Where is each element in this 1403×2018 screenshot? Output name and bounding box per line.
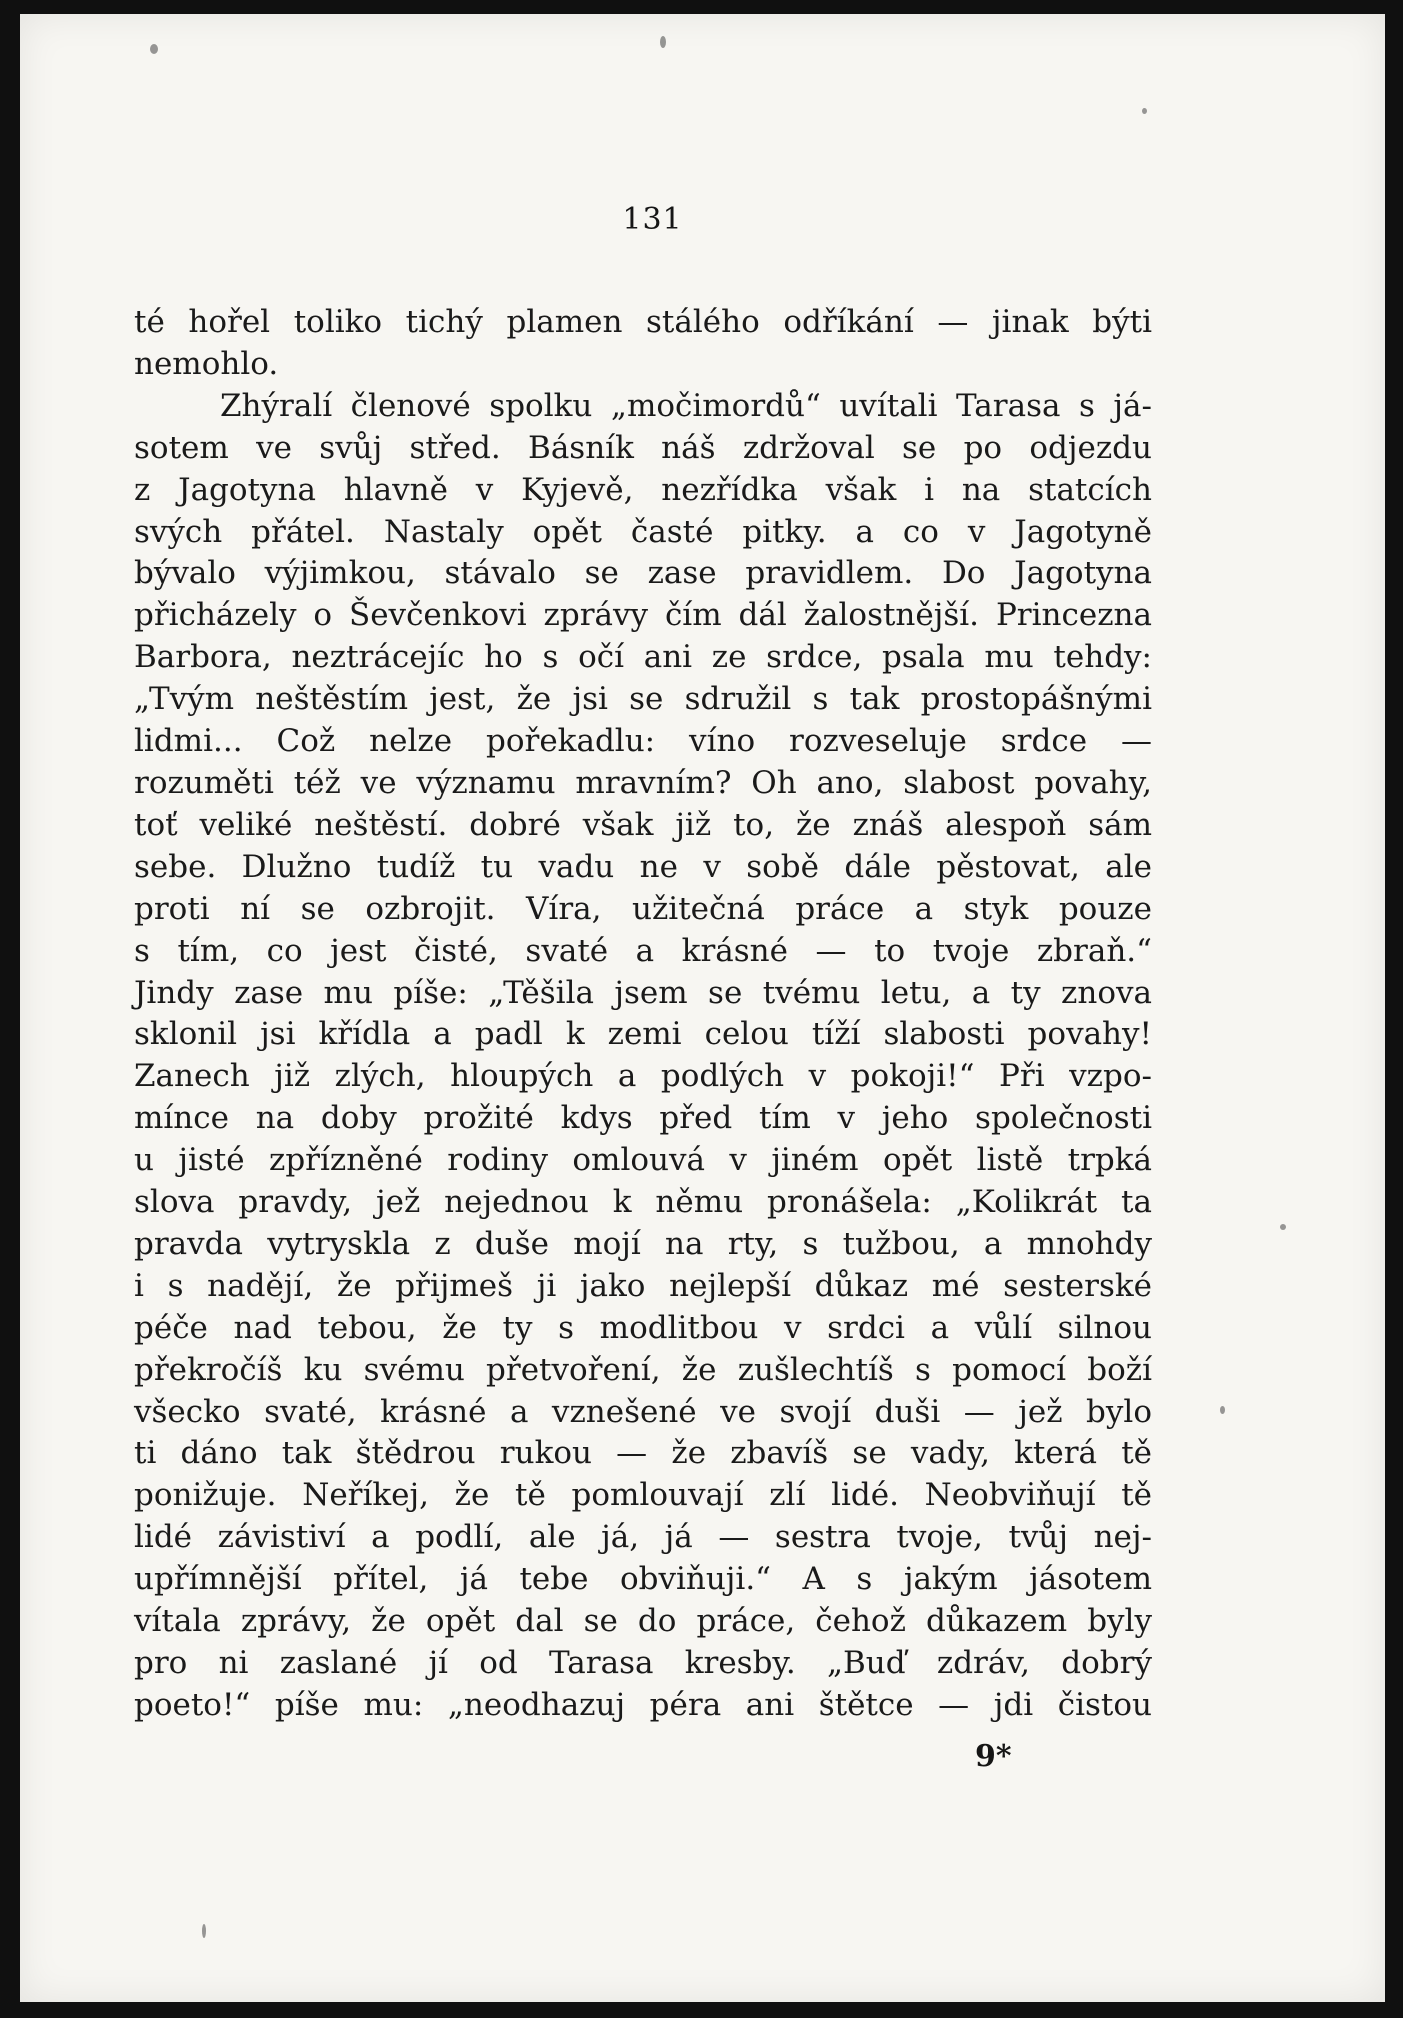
text-line: sebe. Dlužno tudíž tu vadu ne v sobě dále pěstovat, ale [134,848,1152,885]
text-line: přicházely o Ševčenkovi zprávy čím dál žalostnější. Princezna [134,597,1152,634]
text-line: mínce na doby prožité kdys před tím v jeho společnosti [134,1100,1152,1137]
text-line: rozuměti též ve významu mravním? Oh ano, slabost povahy, [134,764,1152,801]
text-line: nemohlo. [134,345,279,382]
text-line: z Jagotyna hlavně v Kyjevě, nezřídka však i na statcích [134,471,1152,508]
scan-speck [1142,108,1147,114]
text-line: poeto!“ píše mu: „neodhazuj péra ani štětce — jdi čistou [134,1686,1152,1723]
text-line: pro ni zaslané jí od Tarasa kresby. „Buď zdráv, dobrý [134,1645,1152,1681]
text-line: Jindy zase mu píše: „Těšila jsem se tvému letu, a ty znova [134,974,1152,1011]
text-line: lidé závistiví a podlí, ale já, já — sestra tvoje, tvůj nej- [134,1519,1152,1556]
text-line: Zanech již zlých, hloupých a podlých v pokoji!“ Při vzpo- [134,1058,1152,1095]
signature-mark: 9* [975,1739,1012,1774]
book-page [20,14,1385,2002]
scan-speck [1220,1406,1225,1414]
text-line: u jisté zpřízněné rodiny omlouvá v jiném opět listě trpká [134,1142,1152,1179]
text-line: svých přátel. Nastaly opět časté pitky. a co v Jagotyně [134,513,1152,550]
text-line: všecko svaté, krásné a vznešené ve svojí duši — jež bylo [134,1393,1152,1430]
text-line: péče nad tebou, že ty s modlitbou v srdci a vůlí silnou [134,1309,1152,1346]
page-number: 131 [622,202,683,237]
text-line: sotem ve svůj střed. Básník náš zdržoval se po odjezdu [134,429,1152,466]
text-line: ponižuje. Neříkej, že tě pomlouvají zlí lidé. Neobviňují tě [134,1477,1152,1514]
text-line: překročíš ku svému přetvoření, že zušlechtíš s pomocí boží [134,1351,1152,1388]
text-line: slova pravdy, jež nejednou k němu pronášela: „Kolikrát ta [134,1184,1152,1221]
scan-speck [150,44,158,54]
text-line: ti dáno tak štědrou rukou — že zbavíš se vady, která tě [134,1435,1152,1472]
text-line: s tím, co jest čisté, svaté a krásné — to tvoje zbraň.“ [134,932,1152,969]
scan-speck [660,36,666,48]
text-line: „Tvým neštěstím jest, že jsi se sdružil s tak prostopášnými [134,681,1152,718]
text-line: té hořel toliko tichý plamen stálého odříkání — jinak býti [134,304,1152,340]
scan-speck [202,1924,206,1938]
text-line: pravda vytryskla z duše mojí na rty, s tužbou, a mnohdy [134,1225,1152,1262]
body-text [134,302,1152,1727]
text-line: upřímnější přítel, já tebe obviňuji.“ A s jakým jásotem [134,1561,1152,1598]
scan-speck [1280,1224,1286,1230]
text-line: toť veliké neštěstí. dobré však již to, že znáš alespoň sám [134,806,1152,843]
text-line: vítala zprávy, že opět dal se do práce, čehož důkazem byly [134,1603,1152,1640]
text-line: Zhýralí členové spolku „močimordů“ uvítali Tarasa s já- [220,387,1152,424]
text-line: proti ní se ozbrojit. Víra, užitečná práce a styk pouze [134,890,1152,927]
text-line: Barbora, neztrácejíc ho s očí ani ze srdce, psala mu tehdy: [134,639,1152,676]
text-line: i s nadějí, že přijmeš ji jako nejlepší důkaz mé sesterské [134,1267,1152,1304]
text-line: lidmi... Což nelze pořekadlu: víno rozveseluje srdce — [134,723,1152,760]
text-line: bývalo výjimkou, stávalo se zase pravidlem. Do Jagotyna [134,555,1152,592]
text-line: sklonil jsi křídla a padl k zemi celou tíží slabosti povahy! [134,1016,1152,1053]
